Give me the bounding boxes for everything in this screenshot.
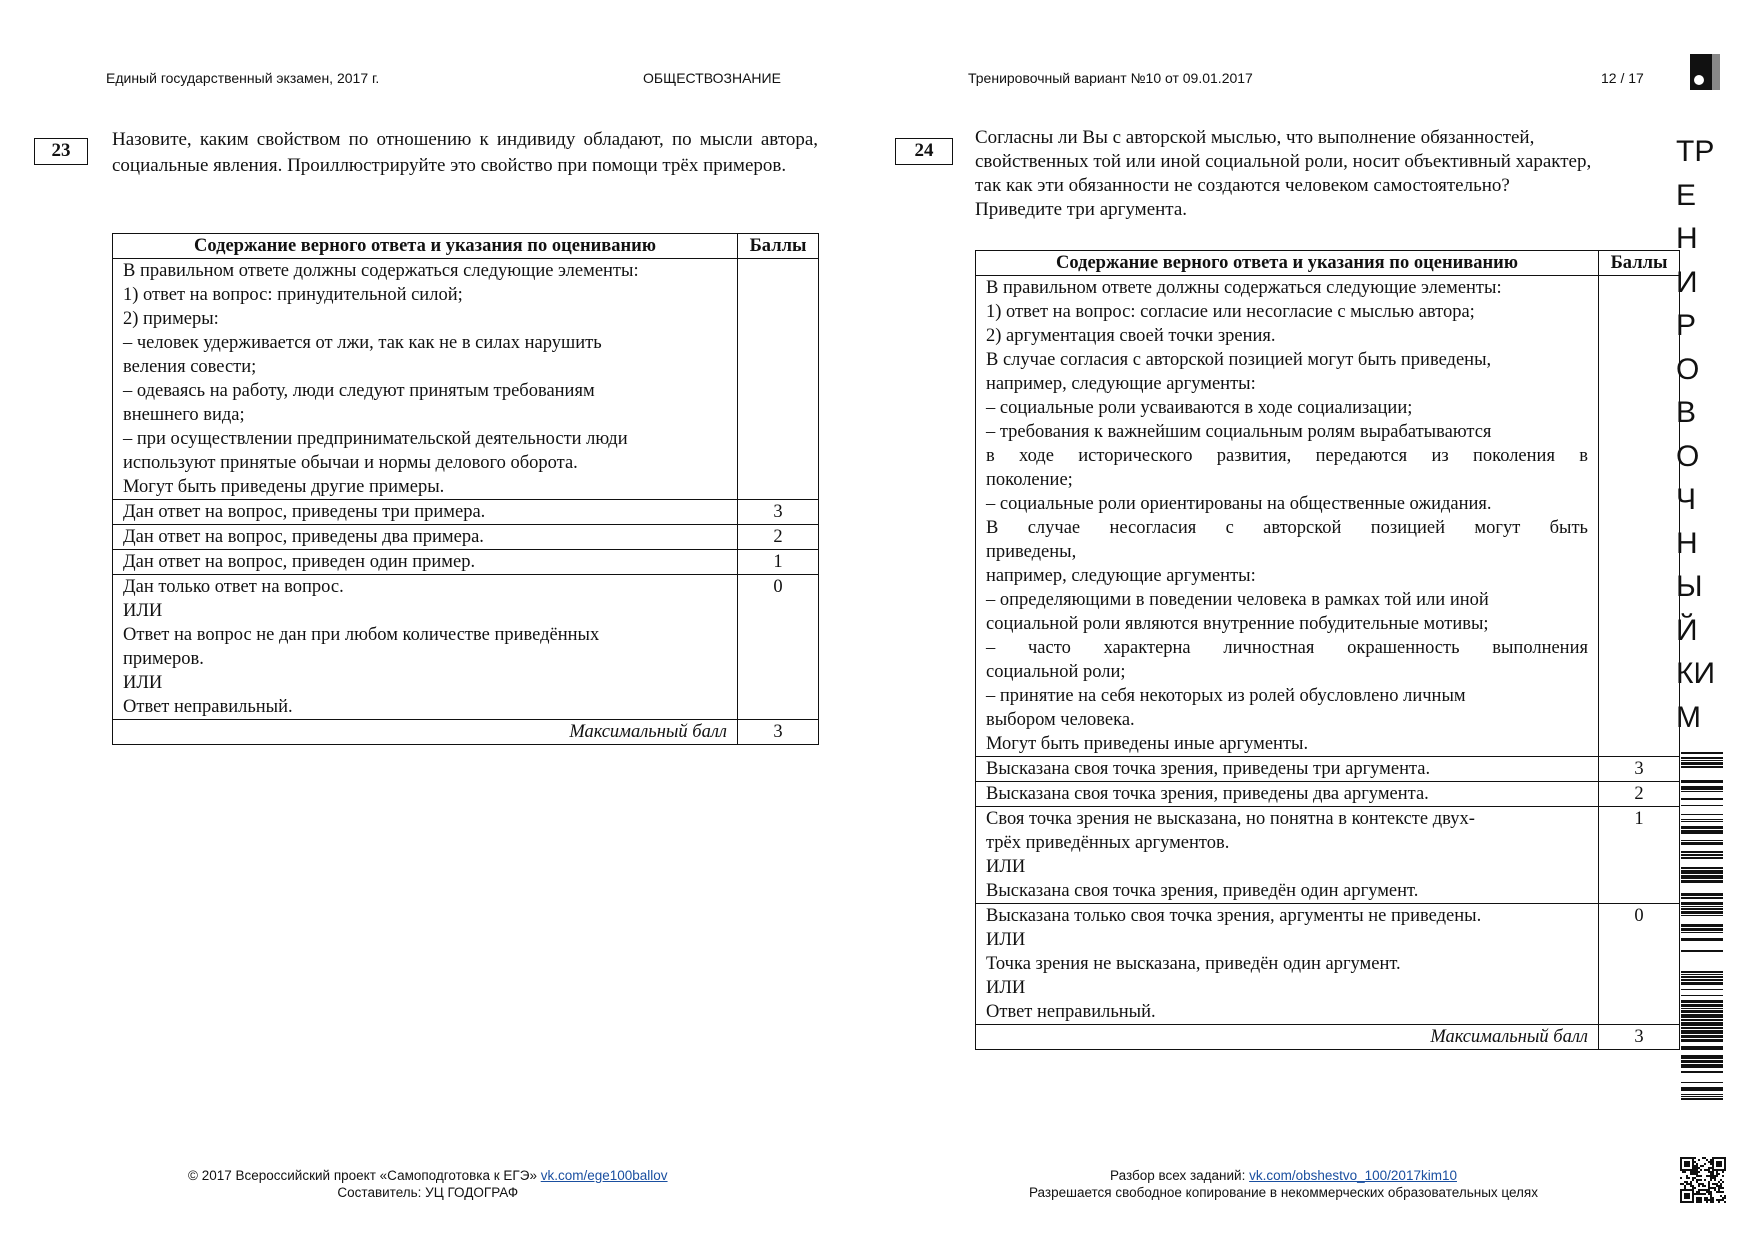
points-cell: 1 <box>738 550 819 575</box>
header-subject: ОБЩЕСТВОЗНАНИЕ <box>643 70 781 86</box>
table-row <box>113 525 819 550</box>
column-header-content: Содержание верного ответа и указания по оцениванию <box>976 251 1599 276</box>
criteria-line: Высказана своя точка зрения, приведён один аргумент. <box>986 881 1419 901</box>
question-number-24: 24 <box>895 138 953 165</box>
criteria-cell <box>976 904 1599 1025</box>
criteria-line: – социальные роли ориентированы на общественные ожидания. <box>986 494 1492 514</box>
table-header-row <box>113 234 819 259</box>
criteria-line: – принятие на себя некоторых из ролей обусловлено личным <box>986 686 1466 706</box>
criteria-line: В случае несогласия с авторской позицией могут быть <box>986 518 1588 538</box>
criteria-cell <box>113 550 738 575</box>
criteria-line: 1) ответ на вопрос: согласие или несогласие с мыслью автора; <box>986 302 1475 322</box>
qr-code-icon <box>1680 1157 1726 1203</box>
side-label-letter: Р <box>1676 309 1697 342</box>
footer-right-link[interactable]: vk.com/obshestvo_100/2017kim10 <box>1249 1168 1457 1183</box>
footer-analysis-label: Разбор всех заданий: <box>1110 1168 1250 1183</box>
points-cell: 3 <box>738 500 819 525</box>
criteria-line: – при осуществлении предпринимательской деятельности люди <box>123 429 628 449</box>
table-row <box>113 550 819 575</box>
criteria-line: ИЛИ <box>123 601 163 621</box>
criteria-line: Ответ неправильный. <box>986 1002 1156 1022</box>
footer-left <box>188 1167 668 1201</box>
criteria-cell <box>976 276 1599 757</box>
criteria-line: Могут быть приведены иные аргументы. <box>986 734 1309 754</box>
criteria-line: социальной роли являются внутренние побудительные мотивы; <box>986 614 1489 634</box>
question-24-line: так как эти обязанности не создаются человеком самостоятельно? <box>975 175 1510 196</box>
criteria-line: социальной роли; <box>986 662 1126 682</box>
question-24-line: свойственных той или иной социальной роли, носит объективный характер, <box>975 151 1592 172</box>
footer-copyright: © 2017 Всероссийский проект «Самоподготовка к ЕГЭ» <box>188 1168 541 1183</box>
barcode-icon <box>1681 752 1723 1102</box>
side-label-letter: Е <box>1676 178 1697 212</box>
criteria-line: Дан ответ на вопрос, приведен один пример. <box>123 552 476 572</box>
criteria-line: – одеваясь на работу, люди следуют принятым требованиям <box>123 381 595 401</box>
table-row <box>976 904 1680 1025</box>
criteria-cell <box>113 525 738 550</box>
criteria-line: трёх приведённых аргументов. <box>986 833 1230 853</box>
criteria-line: Могут быть приведены другие примеры. <box>123 477 445 497</box>
criteria-line: ИЛИ <box>986 978 1026 998</box>
side-watermark-label <box>1676 130 1715 739</box>
criteria-line: Дан ответ на вопрос, приведены три примера. <box>123 502 486 522</box>
side-label-letter: Й <box>1676 613 1698 647</box>
side-label-letter: О <box>1676 352 1700 386</box>
criteria-line: Своя точка зрения не высказана, но понятна в контексте двух- <box>986 809 1475 829</box>
side-label-letter: ТР <box>1676 135 1715 168</box>
table-row <box>113 575 819 720</box>
criteria-cell <box>976 757 1599 782</box>
answer-table-24 <box>975 250 1680 1050</box>
criteria-line: – часто характерна личностная окрашенность выполнения <box>986 638 1588 658</box>
points-cell: 3 <box>1599 757 1680 782</box>
criteria-cell <box>113 575 738 720</box>
criteria-line: В случае согласия с авторской позицией могут быть приведены, <box>986 350 1492 370</box>
criteria-line: например, следующие аргументы: <box>986 566 1256 586</box>
table-row <box>976 276 1680 757</box>
question-number-23: 23 <box>34 138 88 165</box>
table-header-row <box>976 251 1680 276</box>
max-score-label: Максимальный балл <box>976 1025 1599 1050</box>
max-score-row <box>113 720 819 745</box>
header-page-number: 12 / 17 <box>1601 70 1644 86</box>
header-variant: Тренировочный вариант №10 от 09.01.2017 <box>968 70 1253 86</box>
criteria-line: поколение; <box>986 470 1073 490</box>
criteria-cell <box>976 782 1599 807</box>
question-23-text: Назовите, каким свойством по отношению к индивиду обладают, по мысли автора, социальные явления. Проиллюстрируйте это свойство при помощи трёх примеров. <box>112 129 818 176</box>
criteria-line: используют принятые обычаи и нормы делового оборота. <box>123 453 578 473</box>
side-label-letter: О <box>1676 439 1700 473</box>
side-label-letter: М <box>1676 700 1701 734</box>
column-header-points: Баллы <box>738 234 819 259</box>
criteria-line: ИЛИ <box>986 857 1026 877</box>
criteria-line: ИЛИ <box>986 930 1026 950</box>
criteria-line: В правильном ответе должны содержаться следующие элементы: <box>986 278 1502 298</box>
side-label-letter: Н <box>1676 526 1698 560</box>
table-row <box>113 259 819 500</box>
question-24-line: Приведите три аргумента. <box>975 199 1188 220</box>
criteria-line: – требования к важнейшим социальным ролям вырабатываются <box>986 422 1492 442</box>
criteria-line: ИЛИ <box>123 673 163 693</box>
table-row <box>113 500 819 525</box>
question-24-text <box>975 126 1591 222</box>
criteria-line: веления совести; <box>123 357 257 377</box>
criteria-line: 1) ответ на вопрос: принудительной силой; <box>123 285 463 305</box>
corner-marker-icon <box>1690 54 1720 90</box>
criteria-line: – человек удерживается от лжи, так как не в силах нарушить <box>123 333 602 353</box>
criteria-line: Ответ на вопрос не дан при любом количестве приведённых <box>123 625 600 645</box>
criteria-line: В правильном ответе должны содержаться следующие элементы: <box>123 261 639 281</box>
criteria-line: – определяющими в поведении человека в рамках той или иной <box>986 590 1489 610</box>
criteria-cell <box>113 259 738 500</box>
criteria-cell <box>113 500 738 525</box>
footer-author: Составитель: УЦ ГОДОГРАФ <box>337 1185 519 1200</box>
points-cell <box>1599 276 1680 757</box>
criteria-line: – социальные роли усваиваются в ходе социализации; <box>986 398 1413 418</box>
column-header-content: Содержание верного ответа и указания по оцениванию <box>113 234 738 259</box>
criteria-line: внешнего вида; <box>123 405 245 425</box>
max-score-value: 3 <box>738 720 819 745</box>
points-cell <box>738 259 819 500</box>
answer-table-23 <box>112 233 819 745</box>
criteria-line: выбором человека. <box>986 710 1135 730</box>
column-header-points: Баллы <box>1599 251 1680 276</box>
criteria-line: Высказана своя точка зрения, приведены три аргумента. <box>986 759 1431 779</box>
points-cell: 0 <box>1599 904 1680 1025</box>
side-label-letter: Ч <box>1676 483 1696 516</box>
side-label-letter: КИ <box>1676 657 1716 690</box>
points-cell: 0 <box>738 575 819 720</box>
table-row <box>976 807 1680 904</box>
criteria-line: 2) аргументация своей точки зрения. <box>986 326 1276 346</box>
points-cell: 2 <box>1599 782 1680 807</box>
max-score-label: Максимальный балл <box>113 720 738 745</box>
points-cell: 2 <box>738 525 819 550</box>
criteria-line: Высказана своя точка зрения, приведены два аргумента. <box>986 784 1429 804</box>
criteria-line: в ходе исторического развития, передаются из поколения в <box>986 446 1588 466</box>
footer-left-link[interactable]: vk.com/ege100ballov <box>540 1168 668 1183</box>
criteria-line: Ответ неправильный. <box>123 697 293 717</box>
side-label-letter: Ы <box>1676 570 1703 603</box>
criteria-line: Дан только ответ на вопрос. <box>123 577 344 597</box>
side-label-letter: И <box>1676 265 1698 299</box>
criteria-cell <box>976 807 1599 904</box>
footer-right <box>1029 1167 1538 1201</box>
side-label-letter: Н <box>1676 222 1698 255</box>
max-score-value: 3 <box>1599 1025 1680 1050</box>
question-24-line: Согласны ли Вы с авторской мыслью, что выполнение обязанностей, <box>975 127 1535 148</box>
table-row <box>976 782 1680 807</box>
criteria-line: примеров. <box>123 649 204 669</box>
criteria-line: например, следующие аргументы: <box>986 374 1256 394</box>
criteria-line: 2) примеры: <box>123 309 219 329</box>
header-exam-title: Единый государственный экзамен, 2017 г. <box>106 70 380 86</box>
criteria-line: Дан ответ на вопрос, приведены два примера. <box>123 527 484 547</box>
footer-license: Разрешается свободное копирование в некоммерческих образовательных целях <box>1029 1185 1538 1200</box>
criteria-line: приведены, <box>986 542 1077 562</box>
max-score-row <box>976 1025 1680 1050</box>
criteria-line: Точка зрения не высказана, приведён один аргумент. <box>986 954 1401 974</box>
table-row <box>976 757 1680 782</box>
side-label-letter: В <box>1676 396 1697 429</box>
points-cell: 1 <box>1599 807 1680 904</box>
criteria-line: Высказана только своя точка зрения, аргументы не приведены. <box>986 906 1482 926</box>
